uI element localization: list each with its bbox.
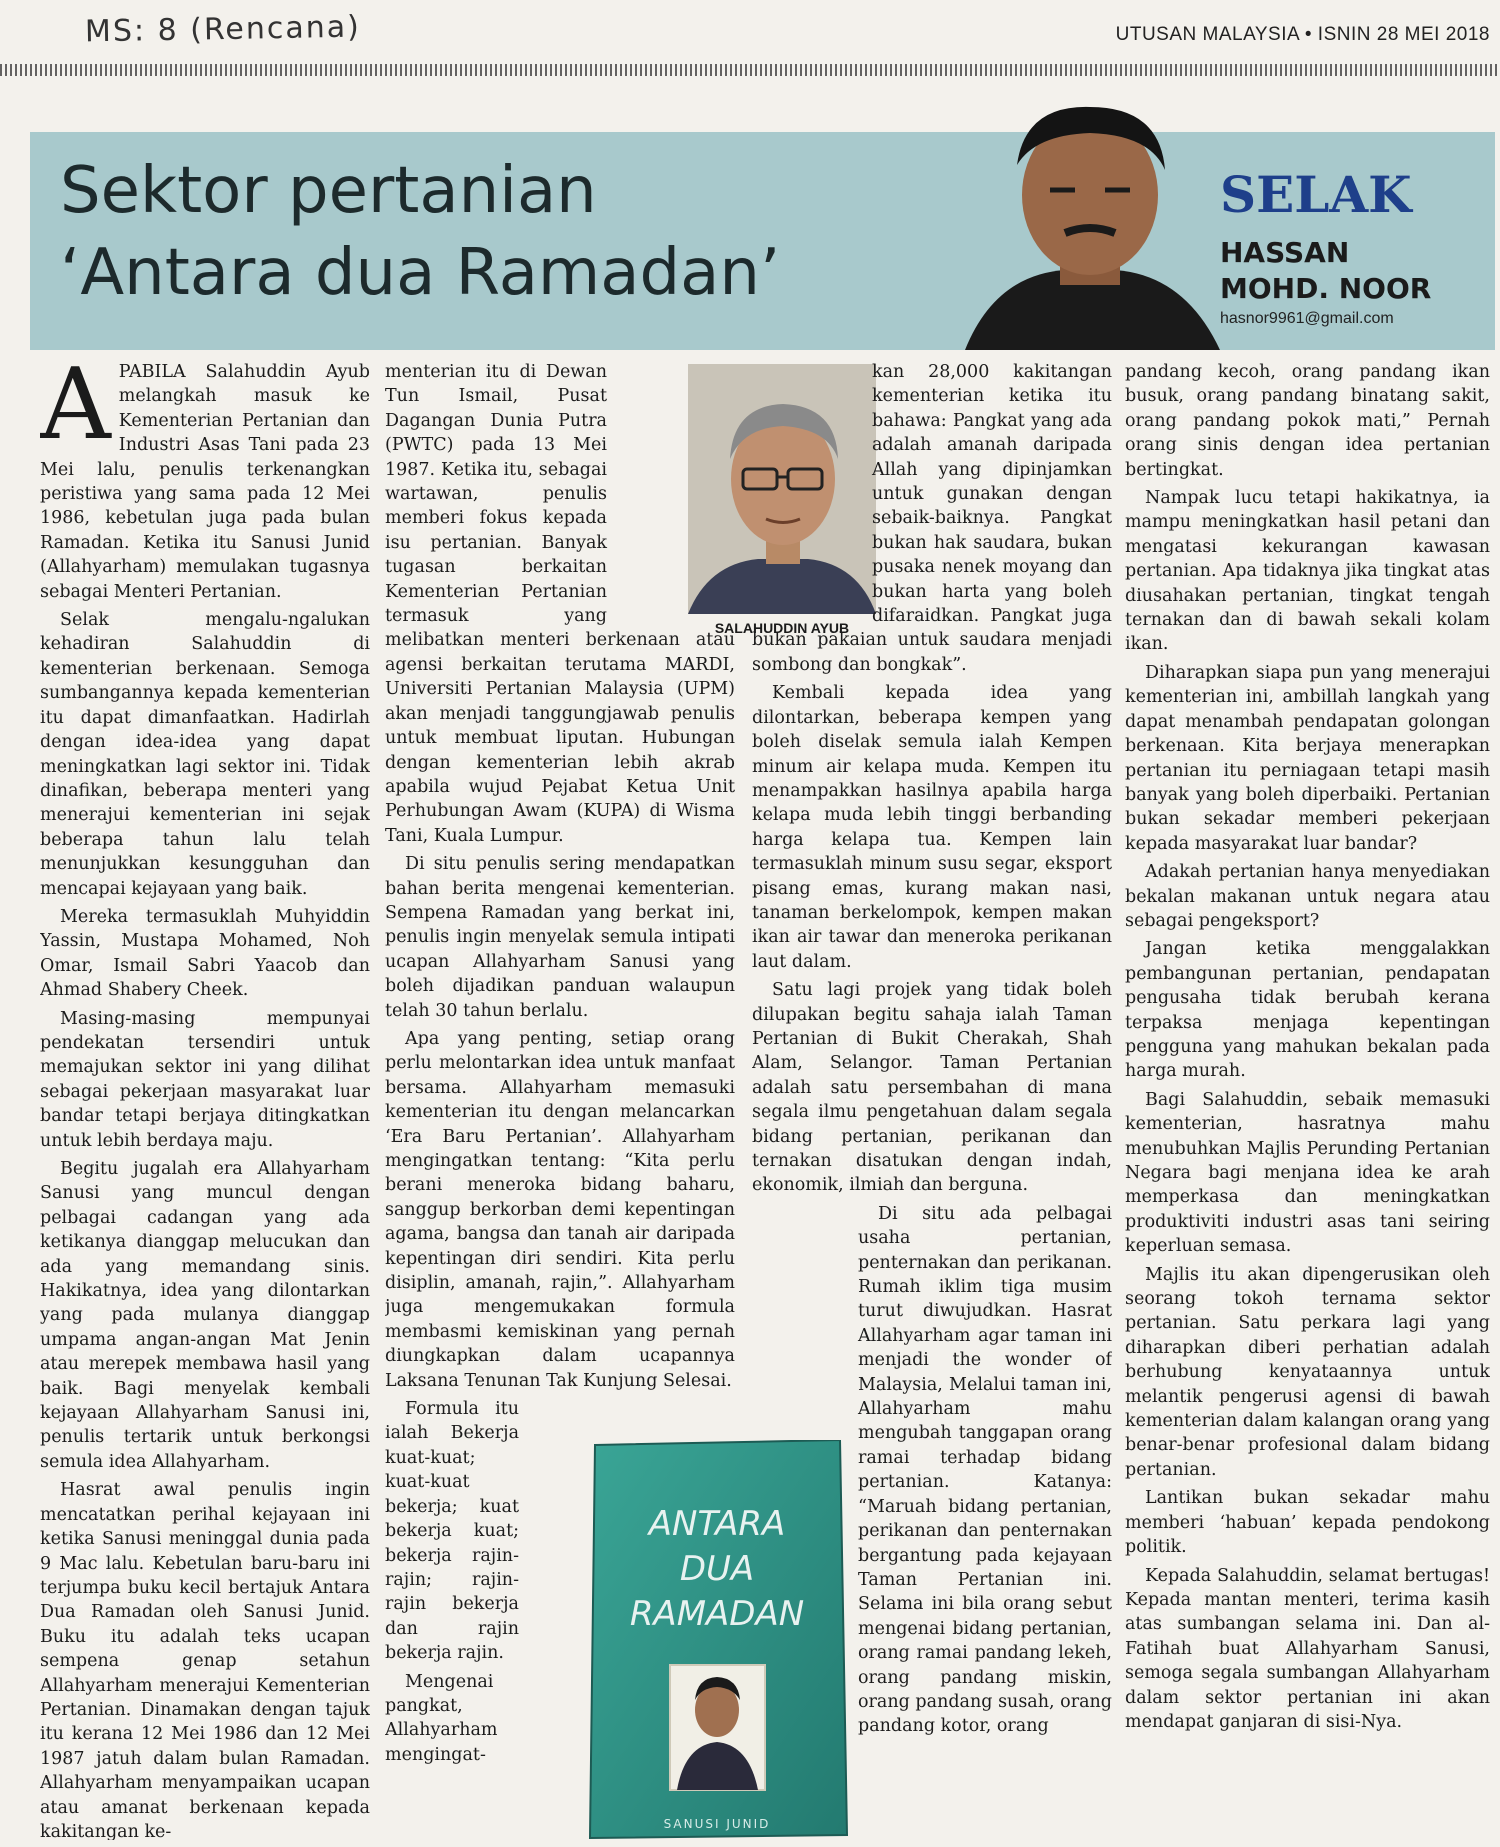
- article-paragraph: Masing-masing mempunyai pendekatan tersendiri untuk memajukan sektor ini yang dilihat sebagai pekerjaan masyarakat luar bandar tetapi berjaya ditingkatkan untuk lebih berdaya maju.: [40, 1008, 370, 1151]
- article-paragraph: Mengenai pangkat, Allahyarham mengingat-: [385, 1671, 498, 1765]
- book-wrap-spacer: [752, 1322, 852, 1742]
- headline-line-1: Sektor pertanian: [60, 154, 597, 228]
- author-name: [1220, 235, 1431, 307]
- photo-wrap-spacer: [613, 360, 735, 625]
- article-paragraph: Majlis itu akan dipengerusikan oleh seorang tokoh ternama sektor pertanian. Satu perkara lagi yang diharapkan diberi perhatian adalah berhubung kenyataannya untuk melantik pengerusi agensi di bawah kementerian dalam kalangan orang yang benar-benar profesional dalam bidang pertanian.: [1125, 1264, 1490, 1480]
- book-title-line-1: ANTARA: [648, 1504, 786, 1544]
- article-paragraph: Begitu jugalah era Allahyarham Sanusi yang muncul dengan pelbagai cadangan yang ada ketikanya dianggap melucukan dan ada yang memandang sinis. Hakikatnya, idea yang dilontarkan yang pada mulanya dianggap umpama angan-angan Mat Jenin atau merepek membawa hasil yang baik. Bagi menyelak kembali kejayaan Allahyarham Sanusi ini, penulis tertarik untuk berkongsi semula idea Allahyarham.: [40, 1159, 370, 1472]
- headline: [60, 150, 880, 314]
- article-paragraph: Kepada Salahuddin, selamat bertugas! Kepada mantan menteri, terima kasih atas sumbangan selama ini. Dan al-Fatihah buat Allahyarham Sanusi, semoga segala sumbangan Allahyarham dalam sektor pertanian ini akan mendapat ganjaran di sisi-Nya.: [1125, 1565, 1490, 1732]
- article-paragraph: Formula itu ialah Bekerja kuat-kuat; kuat-kuat bekerja; kuat bekerja kuat; bekerja rajin-rajin; rajin-rajin bekerja dan rajin bekerja rajin.: [385, 1399, 519, 1664]
- article-column-2: [385, 360, 735, 1840]
- article-paragraph: Selak mengalu-ngalukan kehadiran Salahuddin di kementerian berkenaan. Semoga sumbangannya kepada kementerian itu dapat dimanfaatkan. Hadirlah dengan idea-idea yang dapat meningkatkan lagi sektor ini. Tidak dinafikan, beberapa menteri yang menerajui kementerian ini sejak beberapa tahun lalu telah menunjukkan kesungguhan dan mencapai kejayaan yang baik.: [40, 610, 370, 899]
- article-paragraph: Adakah pertanian hanya menyediakan bekalan makanan untuk negara atau sebagai pengeksport?: [1125, 862, 1490, 931]
- photo-wrap-spacer: [752, 360, 872, 605]
- headline-line-2: ‘Antara dua Ramadan’: [60, 236, 781, 310]
- author-name-line-1: HASSAN: [1220, 236, 1350, 269]
- author-portrait: [955, 95, 1225, 350]
- book-title-line-2: DUA: [679, 1549, 755, 1589]
- photo-caption: SALAHUDDIN AYUB: [714, 620, 850, 636]
- book-title-line-3: RAMADAN: [629, 1594, 805, 1634]
- article-paragraph: Satu lagi projek yang tidak boleh dilupakan begitu sahaja ialah Taman Pertanian di Bukit Cherakah, Shah Alam, Selangor. Taman Pertanian adalah satu persembahan di mana segala ilmu pengetahuan dalam segala bidang pertanian, perikanan dan ternakan disatukan dengan indah, ekonomik, ilmiah dan berguna.: [752, 980, 1112, 1196]
- handwritten-note: MS: 8 (Rencana): [84, 9, 362, 50]
- article-paragraph: Nampak lucu tetapi hakikatnya, ia mampu meningkatkan hasil petani dan mengatasi kekurangan kawasan pertanian. Apa tidaknya jika tingkat atas diusahakan pertanian, tingkat tengah ternakan dan di bawah sekali kolam ikan.: [1125, 488, 1490, 655]
- article-column-1: [40, 360, 370, 1840]
- article-paragraph: pandang kecoh, orang pandang ikan busuk, orang pandang binatang sakit, orang pandang pokok mati,” Pernah orang sinis dengan idea pertanian bertingkat.: [1125, 362, 1490, 480]
- article-paragraph: kan 28,000 kakitangan kementerian ketika itu bahawa: Pangkat yang ada adalah amanah daripada Allah yang dipinjamkan untuk gunakan dengan sebaik-baiknya. Pangkat bukan hak saudara, bukan pusaka nenek moyang dan bukan harta yang boleh difaraidkan. Pangkat juga bukan pakaian untuk saudara menjadi sombong dan bongkak”.: [752, 362, 1112, 675]
- article-paragraph: Diharapkan siapa pun yang menerajui kementerian ini, ambillah langkah yang dapat menambah pendapatan golongan berkenaan. Kita berjaya menerapkan pertanian itu perniagaan tetapi masih banyak yang boleh diperbaiki. Pertanian bukan sekadar memberi pekerjaan kepada masyarakat luar bandar?: [1125, 662, 1490, 854]
- book-author: SANUSI JUNID: [663, 1817, 771, 1831]
- article-column-3: [752, 360, 1112, 1840]
- book-wrap-spacer: [525, 1397, 735, 1817]
- article-paragraph: Bagi Salahuddin, sebaik memasuki kementerian, hasratnya mahu menubuhkan Majlis Perunding Pertanian Negara bagi menjana idea ke arah memperkasa dan meningkatkan produktiviti industri asas tani seiring keperluan semasa.: [1125, 1089, 1490, 1257]
- dotted-rule: [0, 64, 1500, 76]
- author-email: hasnor9961@gmail.com: [1220, 310, 1394, 327]
- article-paragraph: Jangan ketika menggalakkan pembangunan pertanian, pendapatan pengusaha tidak berubah kerana terpaksa menjaga kepentingan pengguna yang mahukan bekalan pada harga murah.: [1125, 939, 1490, 1082]
- column-label: SELAK: [1220, 165, 1412, 224]
- article-paragraph: menterian itu di Dewan Tun Ismail, Pusat Dagangan Dunia Putra (PWTC) pada 13 Mei 1987. Ketika itu, sebagai wartawan, penulis memberi fokus kepada isu pertanian. Banyak tugasan berkaitan Kementerian Pertanian termasuk yang melibatkan menteri berkenaan atau agensi berkaitan terutama MARDI, Universiti Pertanian Malaysia (UPM) akan menjadi tanggungjawab penulis untuk membuat liputan. Hubungan dengan kementerian lebih akrab apabila wujud Pejabat Ketua Unit Perhubungan Awam (KUPA) di Wisma Tani, Kuala Lumpur.: [385, 362, 735, 846]
- author-name-line-2: MOHD. NOOR: [1220, 272, 1432, 305]
- article-paragraph: Di situ ada pelbagai usaha pertanian, penternakan dan perikanan. Rumah iklim tiga musim turut diwujudkan. Hasrat Allahyarham agar taman ini menjadi the wonder of Malaysia, Melalui taman ini, Allahyarham mahu mengubah tanggapan orang ramai terhadap bidang pertanian. Katanya: “Maruah bidang pertanian, perikanan dan penternakan bergantung pada kejayaan Taman Pertanian ini. Selama ini bila orang sebut mengenai bidang pertanian, orang ramai pandang lekeh, orang pandang miskin, orang pandang susah, orang pandang kotor, orang: [858, 1203, 1112, 1737]
- article-paragraph: APABILA Salahuddin Ayub melangkah masuk ke Kementerian Pertanian dan Industri Asas Tani pada 23 Mei lalu, penulis terkenangkan peristiwa yang sama pada 12 Mei 1986, kebetulan juga pada bulan Ramadan. Ketika itu Sanusi Junid (Allahyarham) memulakan tugasnya sebagai Menteri Pertanian.: [40, 360, 370, 602]
- article-paragraph: Apa yang penting, setiap orang perlu melontarkan idea untuk manfaat bersama. Allahyarham memasuki kementerian itu dengan melancarkan ‘Era Baru Pertanian’. Allahyarham mengingatkan tentang: “Kita perlu berani meneroka bidang baharu, sanggup berkorban demi kepentingan agama, bangsa dan tanah air daripada kepentingan diri sendiri. Kita perlu disiplin, amanah, rajin,”. Allahyarham juga mengemukakan formula membasmi kemiskinan yang pernah diungkapkan dalam ucapannya Laksana Tenunan Tak Kunjung Selesai.: [385, 1028, 735, 1391]
- article-paragraph: Hasrat awal penulis ingin mencatatkan perihal kejayaan ini ketika Sanusi meninggal dunia pada 9 Mac lalu. Kebetulan baru-baru ini terjumpa buku kecil bertajuk Antara Dua Ramadan oleh Sanusi Junid. Buku itu adalah teks ucapan sempena genap setahun Allahyarham menerajui Kementerian Pertanian. Dinamakan dengan tajuk itu kerana 12 Mei 1986 dan 12 Mei 1987 jatuh dalam bulan Ramadan. Allahyarham menyampaikan ucapan atau amanat berkenaan kepada kakitangan ke-: [40, 1480, 370, 1840]
- article-column-4: [1125, 360, 1490, 1840]
- drop-cap: A: [40, 360, 111, 462]
- article-paragraph: Di situ penulis sering mendapatkan bahan berita mengenai kementerian. Sempena Ramadan yang berkat ini, penulis ingin menyelak semula intipati ucapan Allahyarham Sanusi yang boleh dijadikan panduan walaupun telah 30 tahun berlalu.: [385, 854, 735, 1021]
- masthead: UTUSAN MALAYSIA • ISNIN 28 MEI 2018: [1115, 24, 1490, 45]
- article-paragraph: Lantikan bukan sekadar mahu memberi ‘habuan’ kepada pendokong politik.: [1125, 1488, 1490, 1558]
- article-paragraph: Mereka termasuklah Muhyiddin Yassin, Mustapa Mohamed, Noh Omar, Ismail Sabri Yaacob dan Ahmad Shabery Cheek.: [40, 906, 370, 1001]
- article-paragraph: Kembali kepada idea yang dilontarkan, beberapa kempen yang boleh diselak semula ialah Kempen minum air kelapa muda. Kempen itu menampakkan hasilnya apabila harga kelapa muda lebih tinggi berbanding harga kelapa tua. Kempen lain termasuklah minum susu segar, eksport pisang emas, kurang makan nasi, tanaman berkelompok, kempen makan ikan air tawar dan meneroka perikanan laut dalam.: [752, 683, 1112, 972]
